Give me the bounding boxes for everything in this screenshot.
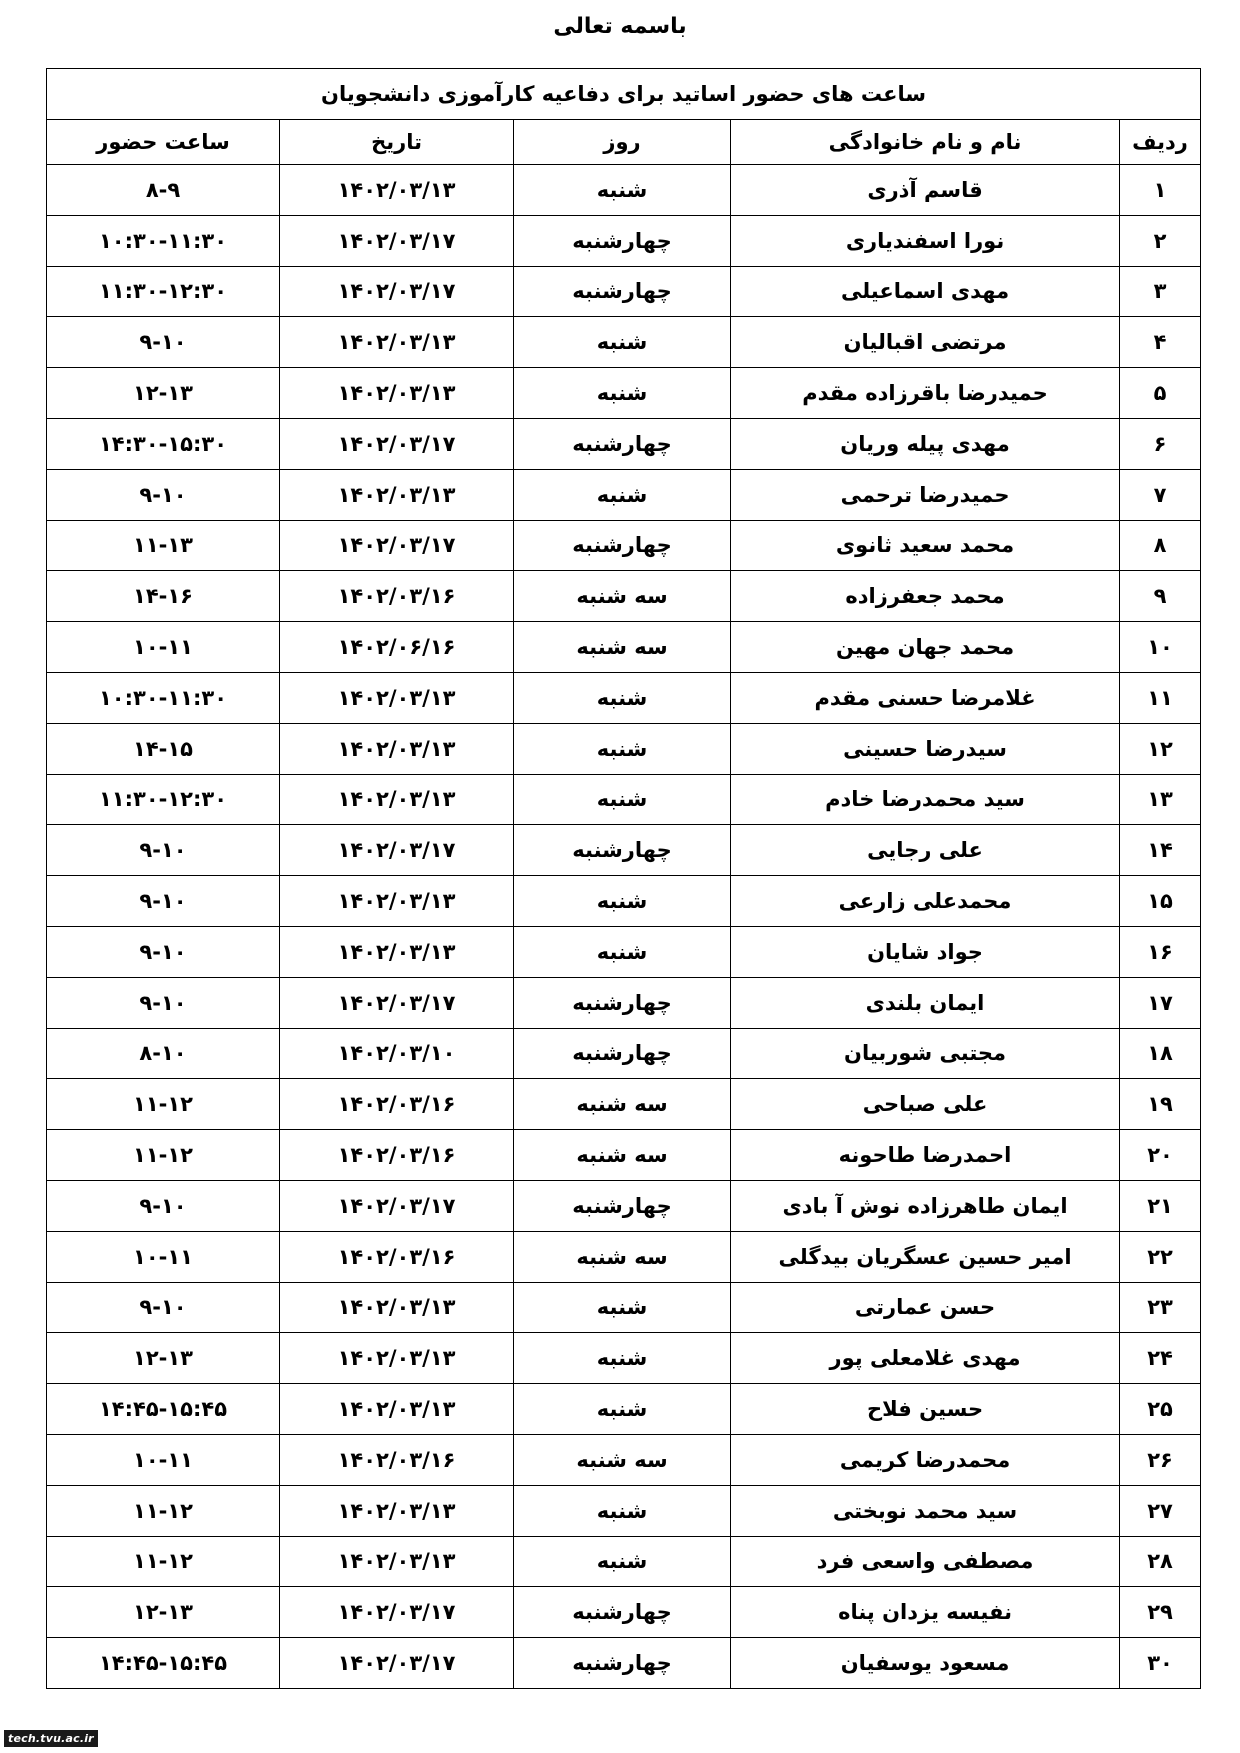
date-cell: ۱۴۰۲/۰۳/۱۳ xyxy=(280,1485,514,1536)
attendance-time: ۱۴:۴۵-۱۵:۴۵ xyxy=(47,1384,280,1435)
teacher-name: سیدرضا حسینی xyxy=(731,723,1120,774)
attendance-time: ۱۰:۳۰-۱۱:۳۰ xyxy=(47,672,280,723)
row-number: ۲۰ xyxy=(1120,1130,1201,1181)
attendance-time: ۹-۱۰ xyxy=(47,317,280,368)
column-header-date: تاریخ xyxy=(280,120,514,165)
day-cell: چهارشنبه xyxy=(514,825,731,876)
day-cell: چهارشنبه xyxy=(514,977,731,1028)
row-number: ۲۶ xyxy=(1120,1434,1201,1485)
date-cell: ۱۴۰۲/۰۳/۱۳ xyxy=(280,1333,514,1384)
table-row xyxy=(47,926,1201,977)
table-row xyxy=(47,876,1201,927)
attendance-time: ۱۱-۱۲ xyxy=(47,1079,280,1130)
table-row xyxy=(47,317,1201,368)
teacher-name: غلامرضا حسنی مقدم xyxy=(731,672,1120,723)
attendance-time: ۱۴:۳۰-۱۵:۳۰ xyxy=(47,418,280,469)
day-cell: شنبه xyxy=(514,1485,731,1536)
date-cell: ۱۴۰۲/۰۳/۱۶ xyxy=(280,1079,514,1130)
teacher-name: نورا اسفندیاری xyxy=(731,215,1120,266)
day-cell: شنبه xyxy=(514,165,731,216)
table-row xyxy=(47,1485,1201,1536)
date-cell: ۱۴۰۲/۰۳/۱۷ xyxy=(280,266,514,317)
row-number: ۱۷ xyxy=(1120,977,1201,1028)
day-cell: شنبه xyxy=(514,368,731,419)
date-cell: ۱۴۰۲/۰۳/۱۳ xyxy=(280,165,514,216)
teacher-name: مرتضی اقبالیان xyxy=(731,317,1120,368)
date-cell: ۱۴۰۲/۰۳/۱۳ xyxy=(280,672,514,723)
attendance-time: ۹-۱۰ xyxy=(47,1180,280,1231)
table-header-row xyxy=(47,120,1201,165)
attendance-time: ۱۴-۱۵ xyxy=(47,723,280,774)
document-header: باسمه تعالی xyxy=(553,14,687,39)
table-row xyxy=(47,571,1201,622)
teacher-name: احمدرضا طاحونه xyxy=(731,1130,1120,1181)
row-number: ۱۰ xyxy=(1120,622,1201,673)
table-row xyxy=(47,622,1201,673)
day-cell: چهارشنبه xyxy=(514,1180,731,1231)
day-cell: شنبه xyxy=(514,1282,731,1333)
table-row xyxy=(47,1536,1201,1587)
attendance-time: ۱۱:۳۰-۱۲:۳۰ xyxy=(47,266,280,317)
table-row xyxy=(47,977,1201,1028)
table-row xyxy=(47,215,1201,266)
attendance-time: ۱۲-۱۳ xyxy=(47,1587,280,1638)
date-cell: ۱۴۰۲/۰۳/۱۷ xyxy=(280,520,514,571)
table-row xyxy=(47,1130,1201,1181)
column-header-day: روز xyxy=(514,120,731,165)
attendance-time: ۱۱-۱۳ xyxy=(47,520,280,571)
day-cell: چهارشنبه xyxy=(514,215,731,266)
day-cell: شنبه xyxy=(514,774,731,825)
teacher-name: ایمان طاهرزاده نوش آ بادی xyxy=(731,1180,1120,1231)
table-row xyxy=(47,672,1201,723)
table-row xyxy=(47,723,1201,774)
table-row xyxy=(47,266,1201,317)
table-row xyxy=(47,774,1201,825)
row-number: ۲۷ xyxy=(1120,1485,1201,1536)
attendance-time: ۸-۱۰ xyxy=(47,1028,280,1079)
day-cell: سه شنبه xyxy=(514,571,731,622)
date-cell: ۱۴۰۲/۰۳/۱۳ xyxy=(280,469,514,520)
teacher-name: محمدعلی زارعی xyxy=(731,876,1120,927)
date-cell: ۱۴۰۲/۰۳/۱۶ xyxy=(280,571,514,622)
attendance-time: ۹-۱۰ xyxy=(47,876,280,927)
row-number: ۲ xyxy=(1120,215,1201,266)
attendance-time: ۱۲-۱۳ xyxy=(47,368,280,419)
teacher-name: حسن عمارتی xyxy=(731,1282,1120,1333)
date-cell: ۱۴۰۲/۰۳/۱۷ xyxy=(280,418,514,469)
date-cell: ۱۴۰۲/۰۶/۱۶ xyxy=(280,622,514,673)
date-cell: ۱۴۰۲/۰۳/۱۶ xyxy=(280,1434,514,1485)
date-cell: ۱۴۰۲/۰۳/۱۰ xyxy=(280,1028,514,1079)
attendance-time: ۱۴-۱۶ xyxy=(47,571,280,622)
attendance-time: ۱۱-۱۲ xyxy=(47,1536,280,1587)
date-cell: ۱۴۰۲/۰۳/۱۳ xyxy=(280,1282,514,1333)
teacher-name: محمد جهان مهین xyxy=(731,622,1120,673)
row-number: ۸ xyxy=(1120,520,1201,571)
row-number: ۲۹ xyxy=(1120,1587,1201,1638)
teacher-name: سید محمدرضا خادم xyxy=(731,774,1120,825)
table-title-row xyxy=(47,69,1201,120)
date-cell: ۱۴۰۲/۰۳/۱۳ xyxy=(280,926,514,977)
day-cell: سه شنبه xyxy=(514,1130,731,1181)
day-cell: چهارشنبه xyxy=(514,1587,731,1638)
footer-url: tech.tvu.ac.ir xyxy=(4,1730,98,1747)
row-number: ۲۴ xyxy=(1120,1333,1201,1384)
day-cell: شنبه xyxy=(514,926,731,977)
row-number: ۱۳ xyxy=(1120,774,1201,825)
teacher-name: مجتبی شوربیان xyxy=(731,1028,1120,1079)
day-cell: سه شنبه xyxy=(514,1434,731,1485)
table-row xyxy=(47,165,1201,216)
row-number: ۳۰ xyxy=(1120,1638,1201,1689)
date-cell: ۱۴۰۲/۰۳/۱۷ xyxy=(280,1587,514,1638)
attendance-time: ۸-۹ xyxy=(47,165,280,216)
day-cell: شنبه xyxy=(514,317,731,368)
teacher-name: محمد سعید ثانوی xyxy=(731,520,1120,571)
row-number: ۷ xyxy=(1120,469,1201,520)
table-row xyxy=(47,1028,1201,1079)
day-cell: چهارشنبه xyxy=(514,520,731,571)
row-number: ۳ xyxy=(1120,266,1201,317)
table-row xyxy=(47,1587,1201,1638)
attendance-time: ۱۲-۱۳ xyxy=(47,1333,280,1384)
attendance-time: ۹-۱۰ xyxy=(47,926,280,977)
teacher-name: مسعود یوسفیان xyxy=(731,1638,1120,1689)
teacher-name: حمیدرضا ترحمی xyxy=(731,469,1120,520)
date-cell: ۱۴۰۲/۰۳/۱۳ xyxy=(280,368,514,419)
attendance-time: ۱۰:۳۰-۱۱:۳۰ xyxy=(47,215,280,266)
table-row xyxy=(47,1180,1201,1231)
attendance-time: ۱۱-۱۲ xyxy=(47,1130,280,1181)
schedule-table xyxy=(46,68,1201,1689)
row-number: ۱ xyxy=(1120,165,1201,216)
day-cell: شنبه xyxy=(514,1536,731,1587)
attendance-time: ۹-۱۰ xyxy=(47,1282,280,1333)
teacher-name: حسین فلاح xyxy=(731,1384,1120,1435)
teacher-name: قاسم آذری xyxy=(731,165,1120,216)
date-cell: ۱۴۰۲/۰۳/۱۳ xyxy=(280,1536,514,1587)
table-row xyxy=(47,469,1201,520)
attendance-time: ۹-۱۰ xyxy=(47,977,280,1028)
date-cell: ۱۴۰۲/۰۳/۱۳ xyxy=(280,1384,514,1435)
table-row xyxy=(47,1384,1201,1435)
row-number: ۱۴ xyxy=(1120,825,1201,876)
date-cell: ۱۴۰۲/۰۳/۱۷ xyxy=(280,1638,514,1689)
day-cell: سه شنبه xyxy=(514,622,731,673)
row-number: ۵ xyxy=(1120,368,1201,419)
row-number: ۹ xyxy=(1120,571,1201,622)
row-number: ۶ xyxy=(1120,418,1201,469)
day-cell: شنبه xyxy=(514,469,731,520)
row-number: ۱۸ xyxy=(1120,1028,1201,1079)
column-header-name: نام و نام خانوادگی xyxy=(731,120,1120,165)
teacher-name: امیر حسین عسگریان بیدگلی xyxy=(731,1231,1120,1282)
row-number: ۲۲ xyxy=(1120,1231,1201,1282)
date-cell: ۱۴۰۲/۰۳/۱۷ xyxy=(280,215,514,266)
table-row xyxy=(47,418,1201,469)
date-cell: ۱۴۰۲/۰۳/۱۳ xyxy=(280,723,514,774)
date-cell: ۱۴۰۲/۰۳/۱۶ xyxy=(280,1130,514,1181)
day-cell: چهارشنبه xyxy=(514,1638,731,1689)
teacher-name: محمدرضا کریمی xyxy=(731,1434,1120,1485)
date-cell: ۱۴۰۲/۰۳/۱۳ xyxy=(280,317,514,368)
table-row xyxy=(47,520,1201,571)
teacher-name: محمد جعفرزاده xyxy=(731,571,1120,622)
date-cell: ۱۴۰۲/۰۳/۱۷ xyxy=(280,1180,514,1231)
attendance-time: ۹-۱۰ xyxy=(47,469,280,520)
date-cell: ۱۴۰۲/۰۳/۱۷ xyxy=(280,977,514,1028)
day-cell: شنبه xyxy=(514,672,731,723)
attendance-time: ۱۱-۱۲ xyxy=(47,1485,280,1536)
row-number: ۱۶ xyxy=(1120,926,1201,977)
attendance-time: ۱۰-۱۱ xyxy=(47,622,280,673)
table-row xyxy=(47,1282,1201,1333)
row-number: ۲۸ xyxy=(1120,1536,1201,1587)
date-cell: ۱۴۰۲/۰۳/۱۳ xyxy=(280,876,514,927)
teacher-name: ایمان بلندی xyxy=(731,977,1120,1028)
attendance-time: ۹-۱۰ xyxy=(47,825,280,876)
row-number: ۱۵ xyxy=(1120,876,1201,927)
attendance-time: ۱۰-۱۱ xyxy=(47,1434,280,1485)
teacher-name: مهدی اسماعیلی xyxy=(731,266,1120,317)
teacher-name: علی صباحی xyxy=(731,1079,1120,1130)
day-cell: شنبه xyxy=(514,1384,731,1435)
day-cell: سه شنبه xyxy=(514,1079,731,1130)
row-number: ۲۵ xyxy=(1120,1384,1201,1435)
table-row xyxy=(47,1079,1201,1130)
table-row xyxy=(47,1638,1201,1689)
teacher-name: علی رجایی xyxy=(731,825,1120,876)
table-row xyxy=(47,825,1201,876)
date-cell: ۱۴۰۲/۰۳/۱۳ xyxy=(280,774,514,825)
date-cell: ۱۴۰۲/۰۳/۱۶ xyxy=(280,1231,514,1282)
day-cell: چهارشنبه xyxy=(514,266,731,317)
day-cell: سه شنبه xyxy=(514,1231,731,1282)
day-cell: شنبه xyxy=(514,1333,731,1384)
day-cell: شنبه xyxy=(514,876,731,927)
teacher-name: مهدی پیله وریان xyxy=(731,418,1120,469)
teacher-name: نفیسه یزدان پناه xyxy=(731,1587,1120,1638)
day-cell: چهارشنبه xyxy=(514,418,731,469)
attendance-time: ۱۰-۱۱ xyxy=(47,1231,280,1282)
row-number: ۲۱ xyxy=(1120,1180,1201,1231)
attendance-time: ۱۴:۴۵-۱۵:۴۵ xyxy=(47,1638,280,1689)
row-number: ۱۲ xyxy=(1120,723,1201,774)
table-title: ساعت های حضور اساتید برای دفاعیه کارآموزی دانشجویان xyxy=(47,69,1201,120)
table-row xyxy=(47,1231,1201,1282)
teacher-name: حمیدرضا باقرزاده مقدم xyxy=(731,368,1120,419)
day-cell: شنبه xyxy=(514,723,731,774)
teacher-name: جواد شایان xyxy=(731,926,1120,977)
table-row xyxy=(47,1434,1201,1485)
column-header-row-number: ردیف xyxy=(1120,120,1201,165)
column-header-time: ساعت حضور xyxy=(47,120,280,165)
table-row xyxy=(47,368,1201,419)
row-number: ۱۹ xyxy=(1120,1079,1201,1130)
teacher-name: مهدی غلامعلی پور xyxy=(731,1333,1120,1384)
row-number: ۲۳ xyxy=(1120,1282,1201,1333)
attendance-time: ۱۱:۳۰-۱۲:۳۰ xyxy=(47,774,280,825)
day-cell: چهارشنبه xyxy=(514,1028,731,1079)
teacher-name: مصطفی واسعی فرد xyxy=(731,1536,1120,1587)
row-number: ۱۱ xyxy=(1120,672,1201,723)
date-cell: ۱۴۰۲/۰۳/۱۷ xyxy=(280,825,514,876)
teacher-name: سید محمد نوبختی xyxy=(731,1485,1120,1536)
row-number: ۴ xyxy=(1120,317,1201,368)
table-row xyxy=(47,1333,1201,1384)
